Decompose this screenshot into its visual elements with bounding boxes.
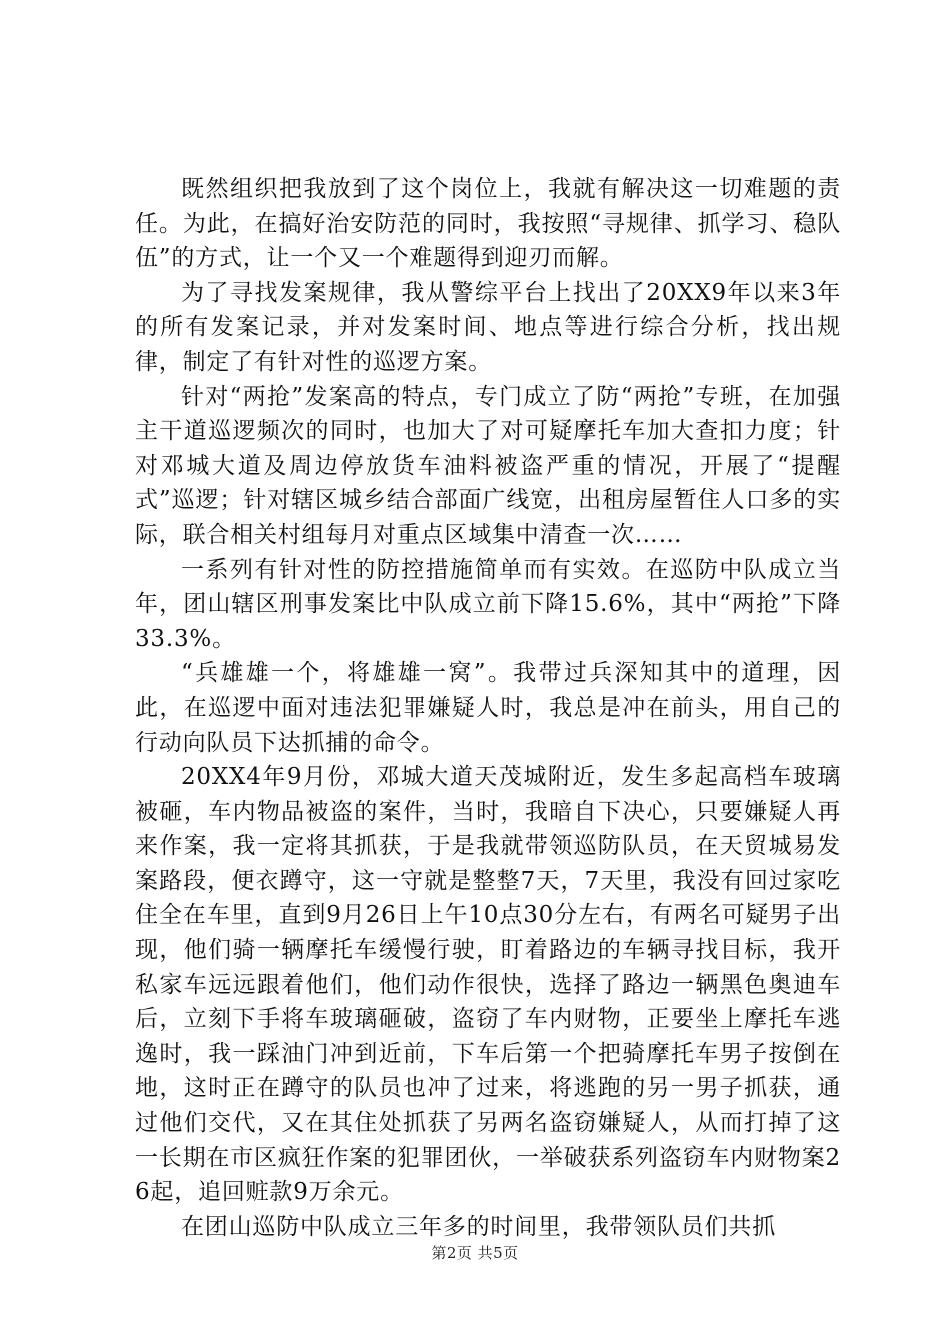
document-body [135,172,841,1244]
paragraph-1: 既然组织把我放到了这个岗位上，我就有解决这一切难题的责任。为此，在搞好治安防范的同时，我按照“寻规律、抓学习、稳队伍”的方式，让一个又一个难题得到迎刃而解。 [135,176,841,272]
paragraph-5: “兵雄雄一个，将雄雄一窝”。我带过兵深知其中的道理，因此，在巡逻中面对违法犯罪嫌疑人时，我总是冲在前头，用自己的行动向队员下达抓捕的命令。 [135,660,841,756]
paragraph-3: 针对“两抢”发案高的特点，专门成立了防“两抢”专班，在加强主干道巡逻频次的同时，也加大了对可疑摩托车加大查扣力度；针对邓城大道及周边停放货车油料被盗严重的情况，开展了“提醒式”巡逻；针对辖区城乡结合部面广线宽，出租房屋暂住人口多的实际，联合相关村组每月对重点区域集中清查一次…… [135,383,841,548]
page-number-footer: 第2页 共5页 [431,1244,519,1262]
paragraph-6: 20XX4年9月份，邓城大道天茂城附近，发生多起高档车玻璃被砸，车内物品被盗的案件，当时，我暗自下决心，只要嫌疑人再来作案，我一定将其抓获，于是我就带领巡防队员，在天贸城易发案路段，便衣蹲守，这一守就是整整7天，7天里，我没有回过家吃住全在车里，直到9月26日上午10点30分左右，有两名可疑男子出现，他们骑一辆摩托车缓慢行驶，盯着路边的车辆寻找目标，我开私家车远远跟着他们，他们动作很快，选择了路边一辆黑色奥迪车后，立刻下手将车玻璃砸破，盗窃了车内财物，正要坐上摩托车逃逸时，我一踩油门冲到近前，下车后第一个把骑摩托车男子按倒在地，这时正在蹲守的队员也冲了过来，将逃跑的另一男子抓获，通过他们交代，又在其住处抓获了另两名盗窃嫌疑人，从而打掉了这一长期在市区疯狂作案的犯罪团伙，一举破获系列盗窃车内财物案26起，追回赃款9万余元。 [135,764,841,1206]
paragraph-2: 为了寻找发案规律，我从警综平台上找出了20XX9年以来3年的所有发案记录，并对发案时间、地点等进行综合分析，找出规律，制定了有针对性的巡逻方案。 [135,279,841,375]
paragraph-4: 一系列有针对性的防控措施简单而有实效。在巡防中队成立当年，团山辖区刑事发案比中队成立前下降15.6%，其中“两抢”下降33.3%。 [135,556,841,652]
paragraph-7: 在团山巡防中队成立三年多的时间里，我带领队员们共抓 [181,1213,776,1240]
